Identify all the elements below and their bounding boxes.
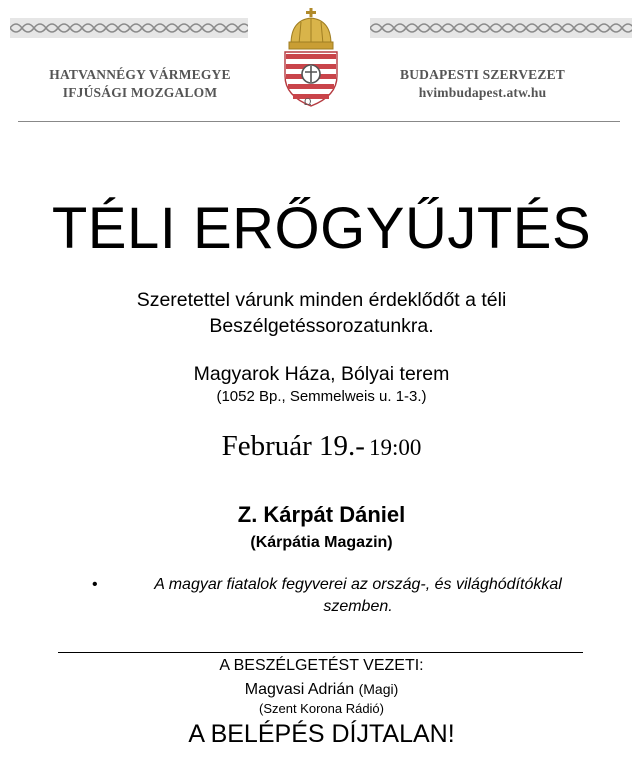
speaker-name: Z. Kárpát Dániel [237,502,406,527]
branch-website: hvimbudapest.atw.hu [418,85,547,100]
shield-icon [285,52,337,108]
topic-list-item [92,574,612,618]
branch-info [360,66,605,102]
ornament-border-left [10,18,248,38]
crown-icon [289,8,333,49]
moderator [0,679,643,700]
free-entry-notice: A BELÉPÉS DÍJTALAN! [188,720,455,748]
organization-name [20,66,260,102]
event-date: Február 19.- [221,430,365,462]
organization-name-line2: IFJÚSÁGI MOZGALOM [62,85,218,100]
organization-name-line1: HATVANNÉGY VÁRMEGYE [49,67,231,82]
svg-text:Ω: Ω [304,98,312,108]
invitation-line1: Szeretettel várunk minden érdeklődőt a téli [136,289,507,311]
topic-text [118,574,598,618]
topic-line2: szemben. [323,598,393,615]
event-datetime [0,428,643,469]
bullet-icon: • [92,576,98,593]
moderator-nickname: (Magi) [358,681,399,697]
event-title: TÉLI ERŐGYŰJTÉS [51,196,592,261]
topic-line1: A magyar fiatalok fegyverei az ország-, és világhódítókkal [154,576,562,593]
invitation-text [0,287,643,339]
ornament-border-right [370,18,632,38]
venue-name: Magyarok Háza, Bólyai terem [193,363,450,385]
invitation-line2: Beszélgetéssorozatunkra. [209,315,434,337]
branch-name: BUDAPESTI SZERVEZET [399,67,565,82]
moderator-name: Magvasi Adrián [244,681,355,698]
venue-address: (1052 Bp., Semmelweis u. 1-3.) [216,388,427,405]
moderator-label: A BESZÉLGETÉST VEZETI: [219,657,424,674]
speaker-affiliation: (Kárpátia Magazin) [250,534,393,551]
crest-emblem [279,8,343,108]
header-divider [18,121,620,122]
signature-line [58,652,583,653]
moderator-affiliation: (Szent Korona Rádió) [258,701,384,716]
event-time: 19:00 [368,435,422,460]
